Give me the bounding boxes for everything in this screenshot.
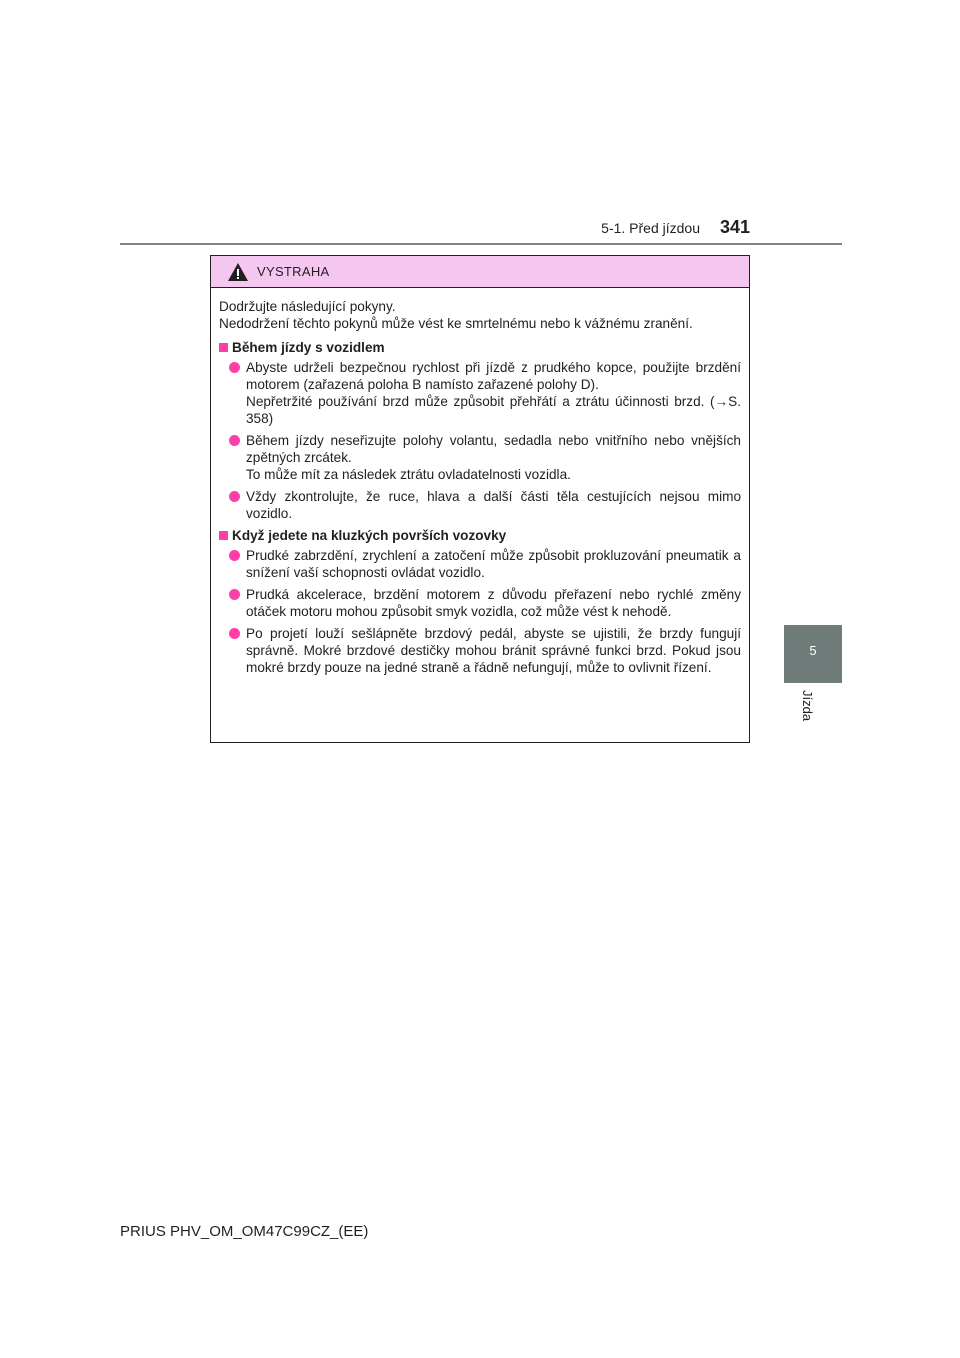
footer-code: PRIUS PHV_OM_OM47C99CZ_(EE)	[120, 1223, 369, 1240]
bullet-item	[219, 359, 741, 427]
square-bullet-icon	[219, 343, 228, 352]
warning-intro	[219, 298, 741, 332]
bullet-item	[219, 432, 741, 483]
square-bullet-icon	[219, 531, 228, 540]
header-rule	[120, 243, 842, 245]
bullet-text: Po projetí louží sešlápněte brzdový pedál, abyste se ujistili, že brzdy fungují správně. Mokré brzdové destičky mohou bránit správné funkci brzd. Pokud jsou mokré brzdy pouze na jedné straně a řádně nefungují, může to ovlivnit řízení.	[246, 626, 741, 675]
section-title-text: Během jízdy s vozidlem	[232, 340, 385, 355]
warning-box	[210, 255, 750, 743]
chapter-label: Jízda	[800, 690, 815, 722]
warning-header	[211, 256, 749, 288]
intro-line: Dodržujte následující pokyny.	[219, 299, 396, 314]
bullet-item	[219, 488, 741, 522]
section-title	[219, 527, 741, 544]
section-title	[219, 339, 741, 356]
bullet-text: Nepřetržité používání brzd může způsobit přehřátí a ztrátu účinnosti brzd. (→S. 358)	[246, 394, 741, 426]
bullet-item	[219, 547, 741, 581]
bullet-item	[219, 625, 741, 676]
circle-bullet-icon	[229, 550, 240, 561]
circle-bullet-icon	[229, 362, 240, 373]
bullet-text: Prudká akcelerace, brzdění motorem z důvodu přeřazení nebo rychlé změny otáček motoru mohou způsobit smyk vozidla, což může vést k nehodě.	[246, 587, 741, 619]
bullet-text: Během jízdy neseřizujte polohy volantu, sedadla nebo vnitřního nebo vnějších zpětných zrcátek.	[246, 433, 741, 465]
bullet-text: Prudké zabrzdění, zrychlení a zatočení může způsobit prokluzování pneumatik a snížení vaší schopnosti ovládat vozidlo.	[246, 548, 741, 580]
chapter-number: 5	[809, 643, 817, 658]
circle-bullet-icon	[229, 628, 240, 639]
page-number: 341	[720, 217, 751, 237]
header-section-title: 5-1. Před jízdou	[601, 220, 700, 236]
bullet-text: Abyste udrželi bezpečnou rychlost při jízdě z prudkého kopce, použijte brzdění motorem (zařazená poloha B namísto zařazené polohy D).	[246, 360, 741, 392]
warning-title: VYSTRAHA	[257, 264, 330, 279]
chapter-tab	[784, 625, 842, 683]
section-title-text: Když jedete na kluzkých površích vozovky	[232, 528, 507, 543]
bullet-text: To může mít za následek ztrátu ovladatelnosti vozidla.	[246, 467, 571, 482]
bullet-text: Vždy zkontrolujte, že ruce, hlava a další části těla cestujících nejsou mimo vozidlo.	[246, 489, 741, 521]
circle-bullet-icon	[229, 589, 240, 600]
warning-body	[211, 288, 749, 676]
circle-bullet-icon	[229, 491, 240, 502]
intro-line: Nedodržení těchto pokynů může vést ke smrtelnému nebo k vážnému zranění.	[219, 316, 693, 331]
bullet-item	[219, 586, 741, 620]
warning-triangle-icon	[227, 262, 249, 282]
circle-bullet-icon	[229, 435, 240, 446]
